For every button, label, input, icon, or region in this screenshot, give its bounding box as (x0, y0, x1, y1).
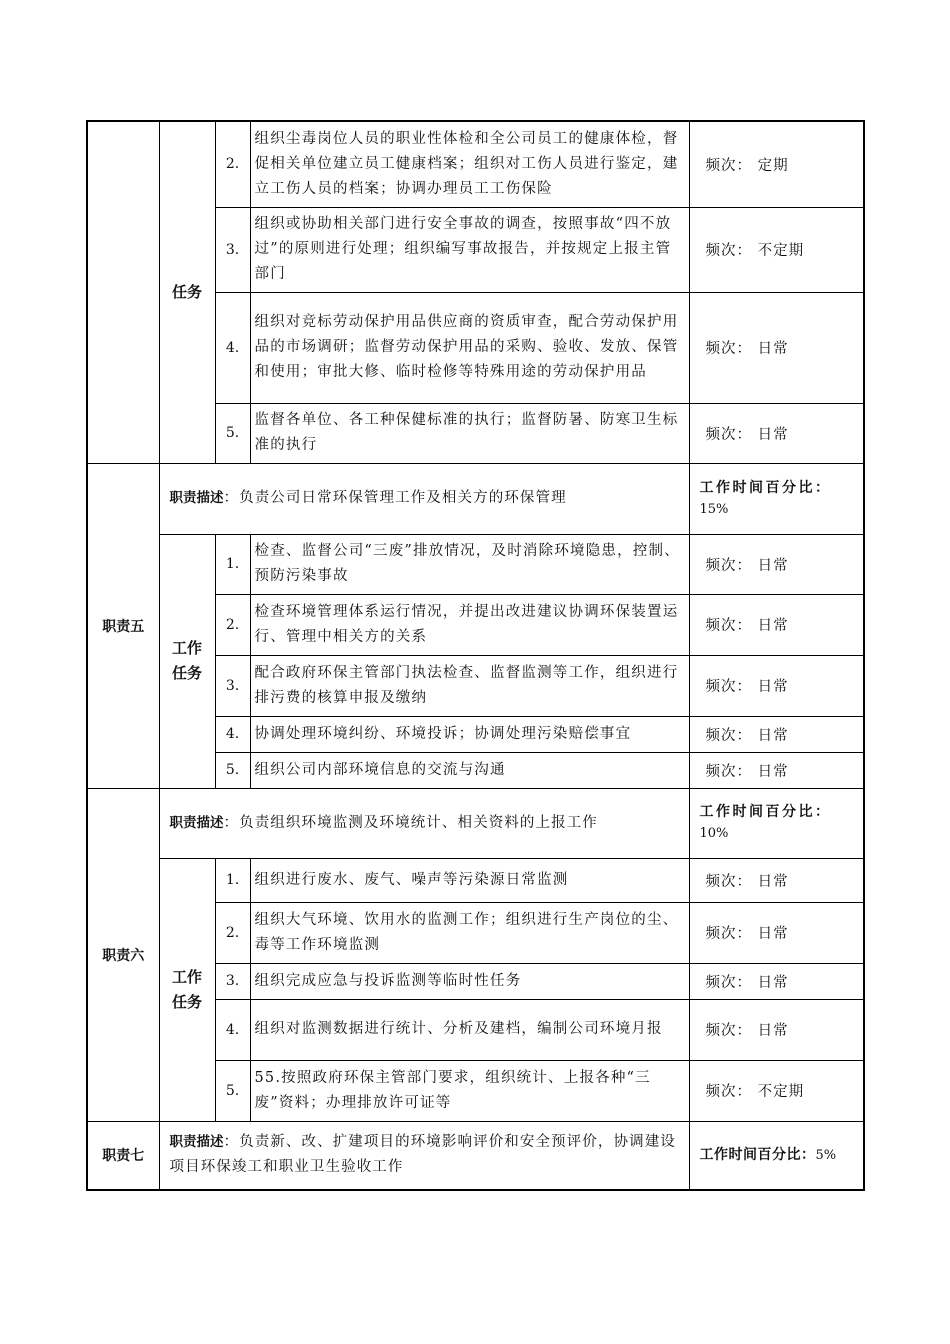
task-text: 组织或协助相关部门进行安全事故的调查，按照事故“四不放过”的原则进行处理；组织编写事故报告，并按规定上报主管部门 (250, 207, 689, 292)
table-row (87, 463, 864, 534)
task-text: 监督各单位、各工种保健标准的执行；监督防暑、防寒卫生标准的执行 (250, 403, 689, 463)
time-percentage (689, 463, 864, 534)
pct-label: 工作时间百分比： (699, 804, 832, 820)
task-label-line1: 工作 (171, 967, 202, 986)
task-frequency: 频次： 日常 (689, 594, 864, 655)
duty-name: 职责五 (87, 463, 159, 788)
task-frequency: 频次： 定期 (689, 121, 864, 207)
table-row (87, 858, 864, 902)
task-label-line1: 工作 (171, 639, 202, 657)
pct-value: 15% (699, 501, 729, 517)
task-number: 5. (215, 1060, 250, 1121)
task-number: 5. (215, 752, 250, 788)
task-text: 组织对竞标劳动保护用品供应商的资质审查，配合劳动保护用品的市场调研；监督劳动保护用品的采购、验收、发放、保管和使用；审批大修、临时检修等特殊用途的劳动保护用品 (250, 292, 689, 403)
task-frequency: 频次： 日常 (689, 292, 864, 403)
pct-value: 5% (815, 1147, 837, 1163)
task-label: 任务 (159, 121, 215, 463)
duty-name: 职责六 (87, 788, 159, 1121)
task-text: 协调处理环境纠纷、环境投诉；协调处理污染赔偿事宜 (250, 716, 689, 752)
task-frequency: 频次： 日常 (689, 403, 864, 463)
task-frequency: 频次： 日常 (689, 963, 864, 999)
task-frequency: 频次： 日常 (689, 752, 864, 788)
task-number: 4. (215, 716, 250, 752)
desc-label: 职责描述 (169, 490, 224, 506)
table-row (87, 1121, 864, 1190)
duty-description (159, 463, 689, 534)
task-number: 3. (215, 655, 250, 716)
task-frequency: 频次： 日常 (689, 902, 864, 963)
table-row (87, 788, 864, 858)
task-frequency: 频次： 不定期 (689, 207, 864, 292)
task-number: 4. (215, 999, 250, 1060)
time-percentage (689, 788, 864, 858)
task-frequency: 频次： 日常 (689, 858, 864, 902)
pct-value: 10% (699, 826, 729, 841)
table-row (87, 534, 864, 594)
task-frequency: 频次： 不定期 (689, 1060, 864, 1121)
task-label-line2: 任务 (171, 992, 202, 1011)
task-text: 配合政府环保主管部门执法检查、监督监测等工作，组织进行排污费的核算申报及缴纳 (250, 655, 689, 716)
task-text: 检查环境管理体系运行情况，并提出改进建议协调环保装置运行、管理中相关方的关系 (250, 594, 689, 655)
desc-label-colon: ： (223, 814, 240, 831)
desc-label: 职责描述 (169, 814, 224, 831)
task-number: 1. (215, 534, 250, 594)
task-number: 3. (215, 207, 250, 292)
task-number: 2. (215, 121, 250, 207)
task-frequency: 频次： 日常 (689, 716, 864, 752)
task-text: 组织大气环境、饮用水的监测工作；组织进行生产岗位的尘、毒等工作环境监测 (250, 902, 689, 963)
task-text: 组织完成应急与投诉监测等临时性任务 (250, 963, 689, 999)
desc-label-colon: ： (223, 1134, 240, 1151)
task-text: 55.按照政府环保主管部门要求，组织统计、上报各种“三废”资料；办理排放许可证等 (250, 1060, 689, 1121)
task-number: 5. (215, 403, 250, 463)
table-row (87, 121, 864, 207)
time-percentage (689, 1121, 864, 1190)
task-frequency: 频次： 日常 (689, 534, 864, 594)
task-label (159, 534, 215, 788)
desc-text: 负责组织环境监测及环境统计、相关资料的上报工作 (239, 814, 598, 831)
duty-description (159, 1121, 689, 1190)
task-number: 3. (215, 963, 250, 999)
task-number: 1. (215, 858, 250, 902)
duty-name: 职责七 (87, 1121, 159, 1190)
task-text: 组织公司内部环境信息的交流与沟通 (250, 752, 689, 788)
desc-text: 负责公司日常环保管理工作及相关方的环保管理 (239, 490, 567, 506)
task-label-line2: 任务 (171, 664, 202, 682)
duty-description (159, 788, 689, 858)
task-text: 检查、监督公司“三废”排放情况，及时消除环境隐患，控制、预防污染事故 (250, 534, 689, 594)
task-frequency: 频次： 日常 (689, 655, 864, 716)
task-text: 组织对监测数据进行统计、分析及建档，编制公司环境月报 (250, 999, 689, 1060)
duty-name-cell-empty (87, 121, 159, 463)
desc-label-colon: ： (223, 490, 240, 506)
task-text: 组织尘毒岗位人员的职业性体检和全公司员工的健康体检，督促相关单位建立员工健康档案；组织对工伤人员进行鉴定，建立工伤人员的档案；协调办理员工工伤保险 (250, 121, 689, 207)
task-number: 4. (215, 292, 250, 403)
task-number: 2. (215, 902, 250, 963)
task-label (159, 858, 215, 1121)
desc-text: 负责新、改、扩建项目的环境影响评价和安全预评价，协调建设项目环保竣工和职业卫生验收工作 (169, 1134, 676, 1176)
desc-label: 职责描述 (169, 1134, 224, 1151)
task-number: 2. (215, 594, 250, 655)
pct-label: 工作时间百分比： (699, 479, 832, 496)
duty-table (86, 120, 865, 1191)
pct-label: 工作时间百分比： (699, 1146, 816, 1163)
task-frequency: 频次： 日常 (689, 999, 864, 1060)
task-text: 组织进行废水、废气、噪声等污染源日常监测 (250, 858, 689, 902)
